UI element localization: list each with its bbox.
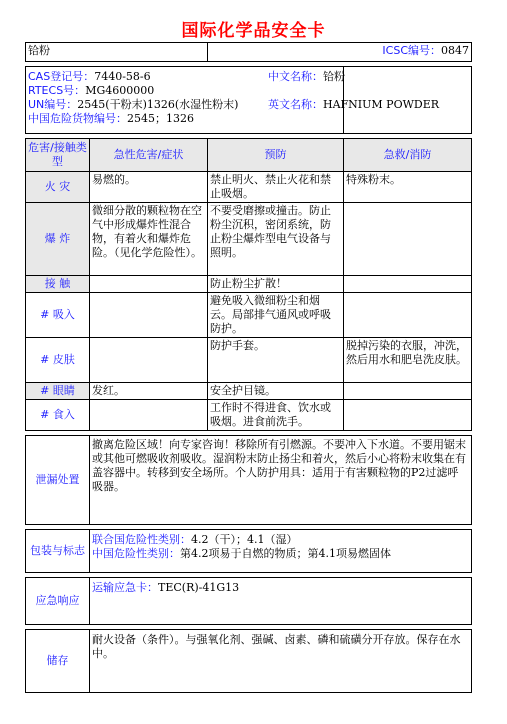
un-hazard-class: 联合国危险性类别：4.2（干）；4.1（湿）: [92, 533, 298, 546]
row-explosion: [26, 203, 472, 276]
prevention-skin: 防护手套。: [208, 338, 344, 383]
row-ingestion: [26, 400, 472, 431]
first-aid-eyes: [344, 383, 472, 400]
row-storage: [26, 630, 472, 693]
first-aid-fire: 特殊粉末。: [344, 172, 472, 203]
first-aid-ingestion: [344, 400, 472, 431]
hazard-ingestion: [90, 400, 208, 431]
un-number: UN编号：2545(干粉末)1326(水湿性粉末): [28, 98, 239, 111]
spill-text: 撤离危险区域！向专家咨询！移除所有引燃源。不要冲入下水道。不要用锯末或其他可燃吸收剂吸收。湿润粉末防止扬尘和着火，然后小心将粉末收集在有盖容器中。转移到安全场所。个人防护用具：适用于有害颗粒物的P2过滤呼吸器。: [90, 436, 472, 525]
page-title: 国际化学品安全卡: [181, 21, 326, 41]
packaging-text: [90, 530, 472, 573]
row-spill: [26, 436, 472, 525]
safety-card-table: [25, 42, 472, 693]
type-fire: 火 灾: [26, 172, 90, 203]
chinese-name: 中文名称：铪粉: [268, 70, 345, 83]
header-type: 危害/接触类型: [26, 139, 90, 172]
header-first-aid: 急救/消防: [344, 139, 472, 172]
cas-number: CAS登记号：7440-58-6: [28, 70, 151, 83]
first-aid-explosion: [344, 203, 472, 276]
type-inhalation: # 吸入: [26, 293, 90, 338]
row-emergency: [26, 578, 472, 625]
row-inhalation: [26, 293, 472, 338]
type-ingestion: # 食入: [26, 400, 90, 431]
cn-hazard-class: 中国危险性类别：第4.2项易于自燃的物质；第4.1项易燃固体: [92, 547, 391, 560]
row-fire: [26, 172, 472, 203]
row-contact: [26, 276, 472, 293]
emergency-text: 运输应急卡：TEC(R)-41G13: [90, 578, 472, 625]
type-skin: # 皮肤: [26, 338, 90, 383]
type-explosion: 爆 炸: [26, 203, 90, 276]
header-hazard: 急性危害/症状: [90, 139, 208, 172]
prevention-eyes: 安全护目镜。: [208, 383, 344, 400]
emergency-label: 应急响应: [26, 578, 90, 625]
first-aid-contact: [344, 276, 472, 293]
substance-name: 铪粉: [26, 43, 208, 62]
row-eyes: [26, 383, 472, 400]
icsc-number: ICSC编号：0847: [208, 43, 472, 62]
row-packaging: [26, 530, 472, 573]
name-row: [26, 43, 472, 62]
cn-danger-number: 中国危险货物编号：2545；1326: [28, 112, 194, 125]
header-prevention: 预防: [208, 139, 344, 172]
spill-label: 泄漏处置: [26, 436, 90, 525]
first-aid-inhalation: [344, 293, 472, 338]
packaging-label: 包装与标志: [26, 530, 90, 573]
hazard-skin: [90, 338, 208, 383]
prevention-contact: 防止粉尘扩散！: [208, 276, 344, 293]
hazard-explosion: 微细分散的颗粒物在空气中形成爆炸性混合物，有着火和爆炸危险。（见化学危险性）。: [90, 203, 208, 276]
type-eyes: # 眼睛: [26, 383, 90, 400]
prevention-fire: 禁止明火、禁止火花和禁止吸烟。: [208, 172, 344, 203]
row-skin: [26, 338, 472, 383]
english-name: 英文名称：HAFNIUM POWDER: [268, 98, 440, 111]
prevention-ingestion: 工作时不得进食、饮水或吸烟。进食前洗手。: [208, 400, 344, 431]
type-contact: 接 触: [26, 276, 90, 293]
storage-text: 耐火设备（条件）。与强氧化剂、强碱、卤素、磷和硫磺分开存放。保存在水中。: [90, 630, 472, 693]
hazard-header-row: [26, 139, 472, 172]
hazard-fire: 易燃的。: [90, 172, 208, 203]
hazard-eyes: 发红。: [90, 383, 208, 400]
prevention-inhalation: 避免吸入微细粉尘和烟云。局部排气通风或呼吸防护。: [208, 293, 344, 338]
prevention-explosion: 不要受磨擦或撞击。防止粉尘沉积，密闭系统，防止粉尘爆炸型电气设备与照明。: [208, 203, 344, 276]
names-block: [268, 70, 439, 112]
hazard-inhalation: [90, 293, 208, 338]
hazard-contact: [90, 276, 208, 293]
first-aid-skin: 脱掉污染的衣服，冲洗，然后用水和肥皂洗皮肤。: [344, 338, 472, 383]
rtecs-number: RTECS号：MG4600000: [28, 84, 155, 97]
storage-label: 储存: [26, 630, 90, 693]
